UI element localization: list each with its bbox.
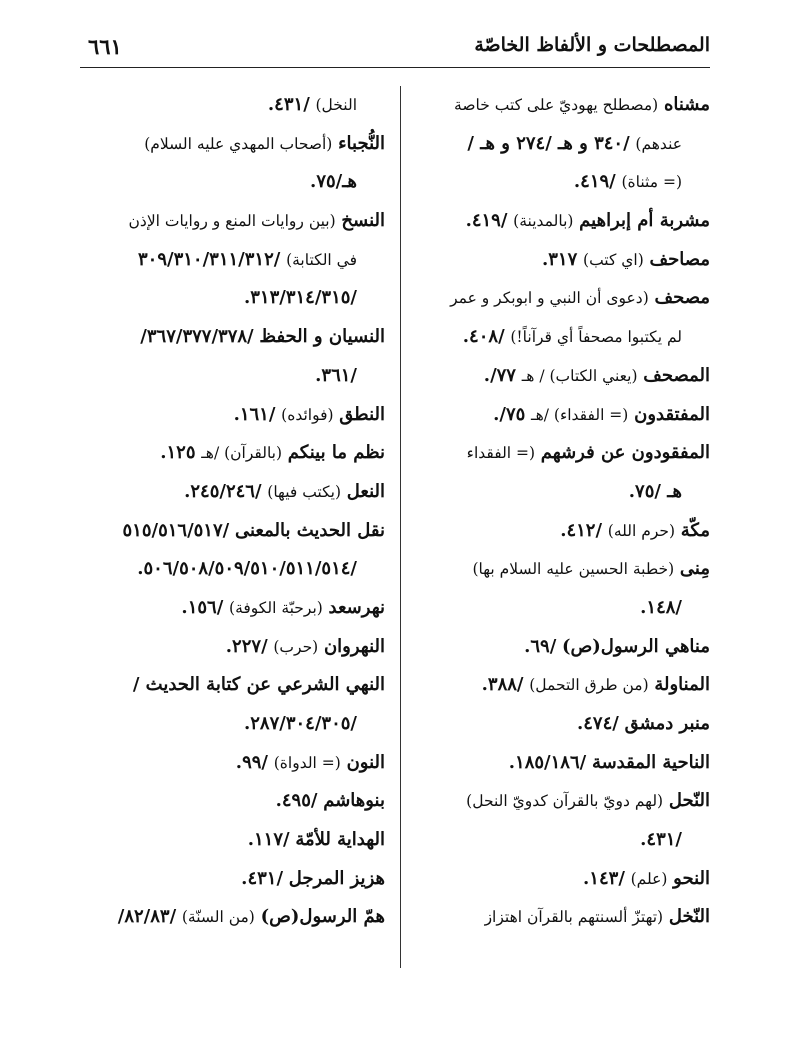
entry-note: (= الدواة) xyxy=(273,753,341,772)
entry-term: الناحية المقدسة xyxy=(591,751,710,773)
entry-term: مناهي الرسول(ص) xyxy=(562,635,710,657)
entry-term: همّ الرسول(ص) xyxy=(260,906,385,928)
entry-note: (= الفقداء) /هـ xyxy=(531,405,629,424)
entry-term: مصحف xyxy=(654,287,710,309)
entry-note: (بالقرآن) /هـ xyxy=(201,444,283,463)
entry-note: (تهتزّ ألسنتهم بالقرآن اهتزاز xyxy=(484,908,664,927)
index-entry-line xyxy=(80,550,385,589)
entry-pages: /٥٠٦/٥٠٨/٥٠٩/٥١٠/٥١١/٥١٤. xyxy=(137,558,357,580)
entry-pages: /١٤٣. xyxy=(583,867,625,889)
entry-note: عندهم) xyxy=(635,134,682,153)
entry-term: النهروان xyxy=(323,635,385,657)
left-column xyxy=(80,86,385,937)
index-entry-line xyxy=(418,589,710,628)
entry-pages: /٢٢٧. xyxy=(225,635,268,657)
index-entry-line xyxy=(80,163,385,202)
header-rule xyxy=(80,67,710,68)
index-entry-line xyxy=(418,163,710,202)
entry-pages: /٣٨٨. xyxy=(481,674,524,696)
entry-pages: /٤٣١. xyxy=(267,94,310,115)
entry-term: النّحل xyxy=(668,790,710,812)
entry-pages: /٣٤٠ و هـ /٢٧٤ و هـ / xyxy=(467,132,630,154)
entry-pages: /٤٠٨. xyxy=(462,326,505,348)
entry-pages: /٤١٩. xyxy=(573,171,616,193)
entry-pages: /٣١٣/٣١٤/٣١٥. xyxy=(243,287,357,309)
index-entry-line xyxy=(80,744,385,783)
entry-term: النهي الشرعي عن كتابة الحديث / xyxy=(132,674,385,696)
entry-term: النعل xyxy=(346,480,385,502)
index-entry-line xyxy=(80,434,385,473)
entry-pages: /٢٨٧/٣٠٤/٣٠٥. xyxy=(243,713,357,734)
entry-pages: ٧٥/. xyxy=(493,403,526,425)
index-entry-line xyxy=(418,473,710,512)
entry-term: مشربة أم إبراهيم xyxy=(579,210,710,232)
entry-pages: /١٤٨. xyxy=(640,596,682,618)
index-entry-line xyxy=(418,821,710,860)
entry-term: نظم ما بينكم xyxy=(287,442,385,464)
index-entry-line xyxy=(80,512,385,551)
entry-term: نهرسعد xyxy=(328,596,385,618)
entry-pages: ٣١٧. xyxy=(541,248,578,270)
entry-pages: /٣٦١. xyxy=(315,364,357,386)
entry-term: مكّة xyxy=(680,519,710,541)
entry-pages: /٤٣١. xyxy=(640,829,682,851)
entry-note: (دعوى أن النبي و ابوبكر و عمر xyxy=(450,289,649,308)
entry-pages: /٣٦٧/٣٧٧/٣٧٨/ xyxy=(140,326,254,348)
entry-term: مشناه xyxy=(663,94,710,115)
index-entry-line xyxy=(80,241,385,280)
entry-note: (من طرق التحمل) xyxy=(529,676,649,695)
entry-note: (يكتب فيها) xyxy=(267,482,342,501)
index-entry-line xyxy=(418,744,710,783)
entry-pages: /١١٧. xyxy=(247,829,290,851)
entry-term: النون xyxy=(346,751,385,773)
entry-term: النحو xyxy=(673,867,710,889)
index-entry-line xyxy=(418,279,710,318)
entry-note: (= الفقداء xyxy=(466,444,536,463)
running-title: المصطلحات و الألفاظ الخاصّة xyxy=(474,34,710,56)
entry-pages: /٩٩. xyxy=(235,751,268,773)
index-entry-line xyxy=(80,279,385,318)
entry-pages: /١٥٦. xyxy=(181,596,224,618)
index-entry-line xyxy=(418,666,710,705)
entry-term: النُّجباء xyxy=(338,132,385,154)
entry-note: في الكتابة) xyxy=(286,250,357,269)
index-entry-line xyxy=(80,86,385,125)
index-entry-line xyxy=(80,782,385,821)
index-entry-line xyxy=(80,589,385,628)
index-entry-line xyxy=(80,357,385,396)
index-entry-line xyxy=(80,125,385,164)
entry-pages: ٧٧/. xyxy=(483,364,516,386)
index-entry-line xyxy=(418,860,710,899)
entry-pages: /٨٢/٨٣/ xyxy=(117,906,177,928)
entry-term: بنوهاشم xyxy=(323,790,385,812)
entry-note: (علم) xyxy=(630,869,668,888)
entry-term: نقل الحديث بالمعنى xyxy=(234,519,385,541)
entry-pages: /٤٣١. xyxy=(241,867,284,889)
entry-pages: /٦٩. xyxy=(524,635,557,657)
entry-pages: /٤٩٥. xyxy=(275,790,318,812)
entry-note: (فوائده) xyxy=(281,405,334,424)
index-entry-line xyxy=(80,473,385,512)
entry-note: (بين روايات المنع و روايات الإذن xyxy=(128,212,336,231)
entry-term: المصحف xyxy=(643,364,710,386)
index-entry-line xyxy=(418,241,710,280)
index-entry-line xyxy=(418,705,710,744)
entry-term: هزيز المرجل xyxy=(288,867,385,889)
entry-term: المفتقدون xyxy=(634,403,710,425)
index-entry-line xyxy=(418,357,710,396)
page-header xyxy=(80,32,710,64)
entry-note: لم يكتبوا مصحفاً أي قرآناً!) xyxy=(510,328,682,347)
index-entry-line xyxy=(418,628,710,667)
entry-term: النّخل xyxy=(668,906,710,928)
entry-pages: /٤١٢. xyxy=(560,519,603,541)
index-entry-line xyxy=(418,318,710,357)
entry-term: النطق xyxy=(339,403,385,425)
entry-term: النسيان و الحفظ xyxy=(259,326,385,348)
entry-note: (بالمدينة) xyxy=(513,212,574,231)
entry-note: (اي كتب) xyxy=(583,250,644,269)
index-entry-line xyxy=(80,860,385,899)
entry-term: مصاحف xyxy=(649,248,710,270)
entry-term: منبر دمشق xyxy=(624,713,710,734)
entry-term: الهداية للأمّة xyxy=(295,829,385,851)
entry-note: النخل) xyxy=(315,96,357,114)
entry-term: مِنى xyxy=(679,558,710,580)
entry-note: (برحبّة الكوفة) xyxy=(229,598,323,617)
entry-note: (لهم دويّ بالقرآن كدويّ النحل) xyxy=(466,792,664,811)
entry-note: (خطبة الحسين عليه السلام بها) xyxy=(472,560,675,579)
entry-term: المفقودون عن فرشهم xyxy=(540,442,710,464)
entry-term: النسخ xyxy=(341,210,385,232)
index-entry-line xyxy=(418,125,710,164)
entry-note: (حرب) xyxy=(273,637,319,656)
entry-pages: هـ /٧٥. xyxy=(628,480,682,502)
index-entry-line xyxy=(80,898,385,937)
page-number: ٦٦١ xyxy=(88,34,122,59)
entry-pages: /٤١٩. xyxy=(465,210,508,232)
index-entry-line xyxy=(80,628,385,667)
index-entry-line xyxy=(80,705,385,744)
index-entry-line xyxy=(418,512,710,551)
index-entry-line xyxy=(80,396,385,435)
entry-note: (من السنّة) xyxy=(181,908,255,927)
entry-note: (أصحاب المهدي عليه السلام) xyxy=(144,134,333,153)
entry-note: (حرم الله) xyxy=(607,521,676,540)
index-entry-line xyxy=(418,86,710,125)
index-entry-line xyxy=(80,666,385,705)
entry-pages: /٥١٥/٥١٦/٥١٧ xyxy=(122,519,230,541)
column-divider xyxy=(400,86,401,968)
index-entry-line xyxy=(80,821,385,860)
entry-pages: /٣٠٩/٣١٠/٣١١/٣١٢ xyxy=(138,248,281,270)
entry-note: (= مثناة) xyxy=(621,173,682,192)
index-entry-line xyxy=(418,202,710,241)
right-column xyxy=(418,86,710,937)
index-entry-line xyxy=(80,202,385,241)
entry-note: (مصطلح يهوديّ على كتب خاصة xyxy=(454,96,659,114)
index-entry-line xyxy=(418,550,710,589)
entry-pages: /٢٤٥/٢٤٦. xyxy=(184,480,262,502)
index-entry-line xyxy=(418,782,710,821)
entry-pages: ١٢٥. xyxy=(160,442,196,464)
entry-pages: هـ/٧٥. xyxy=(310,171,357,193)
entry-pages: /١٦١. xyxy=(233,403,276,425)
index-entry-line xyxy=(418,396,710,435)
index-entry-line xyxy=(418,898,710,937)
index-entry-line xyxy=(80,318,385,357)
index-entry-line xyxy=(418,434,710,473)
entry-pages: /٤٧٤. xyxy=(576,713,619,734)
entry-note: (يعني الكتاب) / هـ xyxy=(521,366,638,385)
entry-pages: /١٨٥/١٨٦. xyxy=(508,751,587,773)
entry-term: المناولة xyxy=(654,674,710,696)
